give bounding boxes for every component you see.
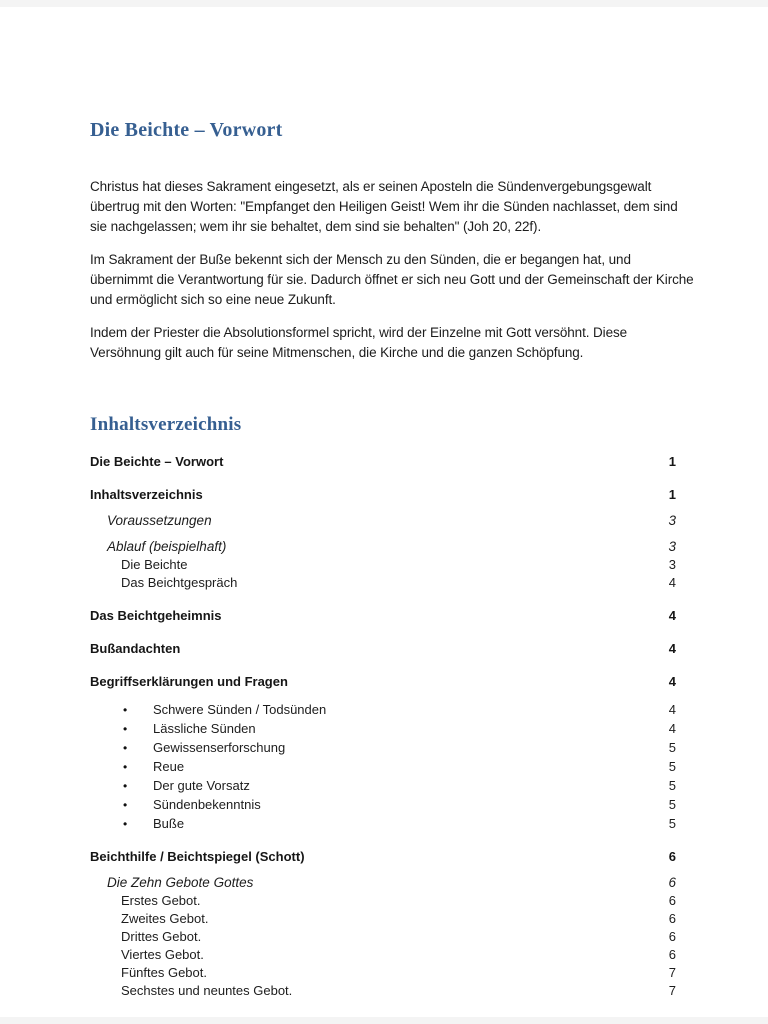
toc-page-number: 4 <box>668 608 676 623</box>
toc-entry-label: Voraussetzungen <box>107 513 212 528</box>
toc-page-number: 5 <box>668 740 676 755</box>
toc-entry-label: Schwere Sünden / Todsünden <box>153 702 327 717</box>
toc-entry[interactable] <box>90 928 676 946</box>
toc-entry[interactable] <box>90 574 676 592</box>
toc-page-number: 5 <box>668 797 676 812</box>
toc-page-number: 6 <box>668 849 676 864</box>
toc-page-number: 1 <box>668 487 676 502</box>
toc-entry-label: Beichthilfe / Beichtspiegel (Schott) <box>90 849 305 864</box>
toc-entry-label: Das Beichtgespräch <box>121 575 238 590</box>
toc-entry[interactable] <box>90 739 676 757</box>
toc-page-number: 4 <box>668 674 676 689</box>
toc-entry[interactable] <box>90 701 676 719</box>
toc-entry[interactable] <box>90 848 676 866</box>
toc-page-number: 1 <box>668 454 676 469</box>
toc-entry-label: Die Beichte – Vorwort <box>90 454 224 469</box>
toc-page-number: 4 <box>668 721 676 736</box>
toc-entry[interactable] <box>90 673 676 691</box>
paragraph: Im Sakrament der Buße bekennt sich der Mensch zu den Sünden, die er begangen hat, und übernimmt die Verantwortung für sie. Dadurch öffnet er sich neu Gott und der Gemeinschaft der Kirche und ermöglicht sich so eine neue Zukunft. <box>90 252 694 307</box>
toc-entry-label: Ablauf (beispielhaft) <box>107 539 227 554</box>
toc-page-number: 6 <box>668 893 676 908</box>
toc-entry[interactable] <box>90 640 676 658</box>
toc-entry-label: Das Beichtgeheimnis <box>90 608 222 623</box>
bullet-icon: • <box>123 741 128 755</box>
toc-entry[interactable] <box>90 946 676 964</box>
paragraph: Christus hat dieses Sakrament eingesetzt, als er seinen Aposteln die Sündenvergebungsgewalt übertrug mit den Worten: "Empfanget den Heiligen Geist! Wem ihr die Sünden nachlasset, dem sind sie nachgelassen; wem ihr sie behaltet, dem sind sie behalten" (Joh 20, 22f). <box>90 179 678 234</box>
toc-entry[interactable] <box>90 874 676 892</box>
toc-entry[interactable] <box>90 720 676 738</box>
toc-entry[interactable] <box>90 607 676 625</box>
toc-entry-label: Der gute Vorsatz <box>153 778 250 793</box>
toc-page-number: 3 <box>668 513 676 528</box>
toc-entry-label: Inhaltsverzeichnis <box>90 487 203 502</box>
bullet-icon: • <box>123 779 128 793</box>
toc-entry-label: Bußandachten <box>90 641 181 656</box>
toc-page-number: 4 <box>668 702 676 717</box>
toc-entry[interactable] <box>90 910 676 928</box>
toc-heading: Inhaltsverzeichnis <box>90 414 242 435</box>
toc-entry[interactable] <box>90 982 676 1000</box>
toc-entry-label: Zweites Gebot. <box>121 911 209 926</box>
toc-page-number: 4 <box>668 641 676 656</box>
toc-entry-label: Die Beichte <box>121 557 188 572</box>
toc-entry[interactable] <box>90 964 676 982</box>
toc-entry[interactable] <box>90 512 676 530</box>
toc-entry-label: Reue <box>153 759 185 774</box>
toc-entry[interactable] <box>90 815 676 833</box>
toc-page-number: 6 <box>668 911 676 926</box>
bullet-icon: • <box>123 722 128 736</box>
toc-page-number: 7 <box>668 965 676 980</box>
bullet-icon: • <box>123 817 128 831</box>
toc-page-number: 4 <box>668 575 676 590</box>
toc-page-number: 5 <box>668 778 676 793</box>
toc-entry-label: Drittes Gebot. <box>121 929 202 944</box>
toc-entry-label: Die Zehn Gebote Gottes <box>107 875 254 890</box>
toc-page-number: 6 <box>668 875 676 890</box>
toc-entry-label: Buße <box>153 816 185 831</box>
toc-entry[interactable] <box>90 486 676 504</box>
toc-entry[interactable] <box>90 556 676 574</box>
toc-entry-label: Lässliche Sünden <box>153 721 256 736</box>
toc-page-number: 5 <box>668 816 676 831</box>
toc-entry[interactable] <box>90 453 676 471</box>
toc-page-number: 3 <box>668 557 676 572</box>
toc-entry[interactable] <box>90 892 676 910</box>
toc-entry-label: Sechstes und neuntes Gebot. <box>121 983 293 998</box>
toc-entry-label: Viertes Gebot. <box>121 947 204 962</box>
table-of-contents <box>90 453 676 1000</box>
intro-paragraphs <box>90 177 695 376</box>
page-edge-top <box>0 0 768 7</box>
toc-page-number: 3 <box>668 539 676 554</box>
page-edge-bottom <box>0 1017 768 1024</box>
toc-entry[interactable] <box>90 777 676 795</box>
paragraph: Indem der Priester die Absolutionsformel spricht, wird der Einzelne mit Gott versöhnt. Diese Versöhnung gilt auch für seine Mitmenschen, die Kirche und die ganzen Schöpfung. <box>90 325 628 360</box>
toc-entry-label: Sündenbekenntnis <box>153 797 261 812</box>
toc-entry-label: Gewissenserforschung <box>153 740 286 755</box>
toc-entry-label: Erstes Gebot. <box>121 893 201 908</box>
toc-page-number: 6 <box>668 947 676 962</box>
document-title: Die Beichte – Vorwort <box>90 119 283 141</box>
toc-entry[interactable] <box>90 796 676 814</box>
toc-page-number: 6 <box>668 929 676 944</box>
toc-page-number: 7 <box>668 983 676 998</box>
toc-entry-label: Begriffserklärungen und Fragen <box>90 674 288 689</box>
toc-entry-label: Fünftes Gebot. <box>121 965 207 980</box>
bullet-icon: • <box>123 703 128 717</box>
bullet-icon: • <box>123 798 128 812</box>
bullet-icon: • <box>123 760 128 774</box>
toc-page-number: 5 <box>668 759 676 774</box>
toc-entry[interactable] <box>90 758 676 776</box>
toc-entry[interactable] <box>90 538 676 556</box>
